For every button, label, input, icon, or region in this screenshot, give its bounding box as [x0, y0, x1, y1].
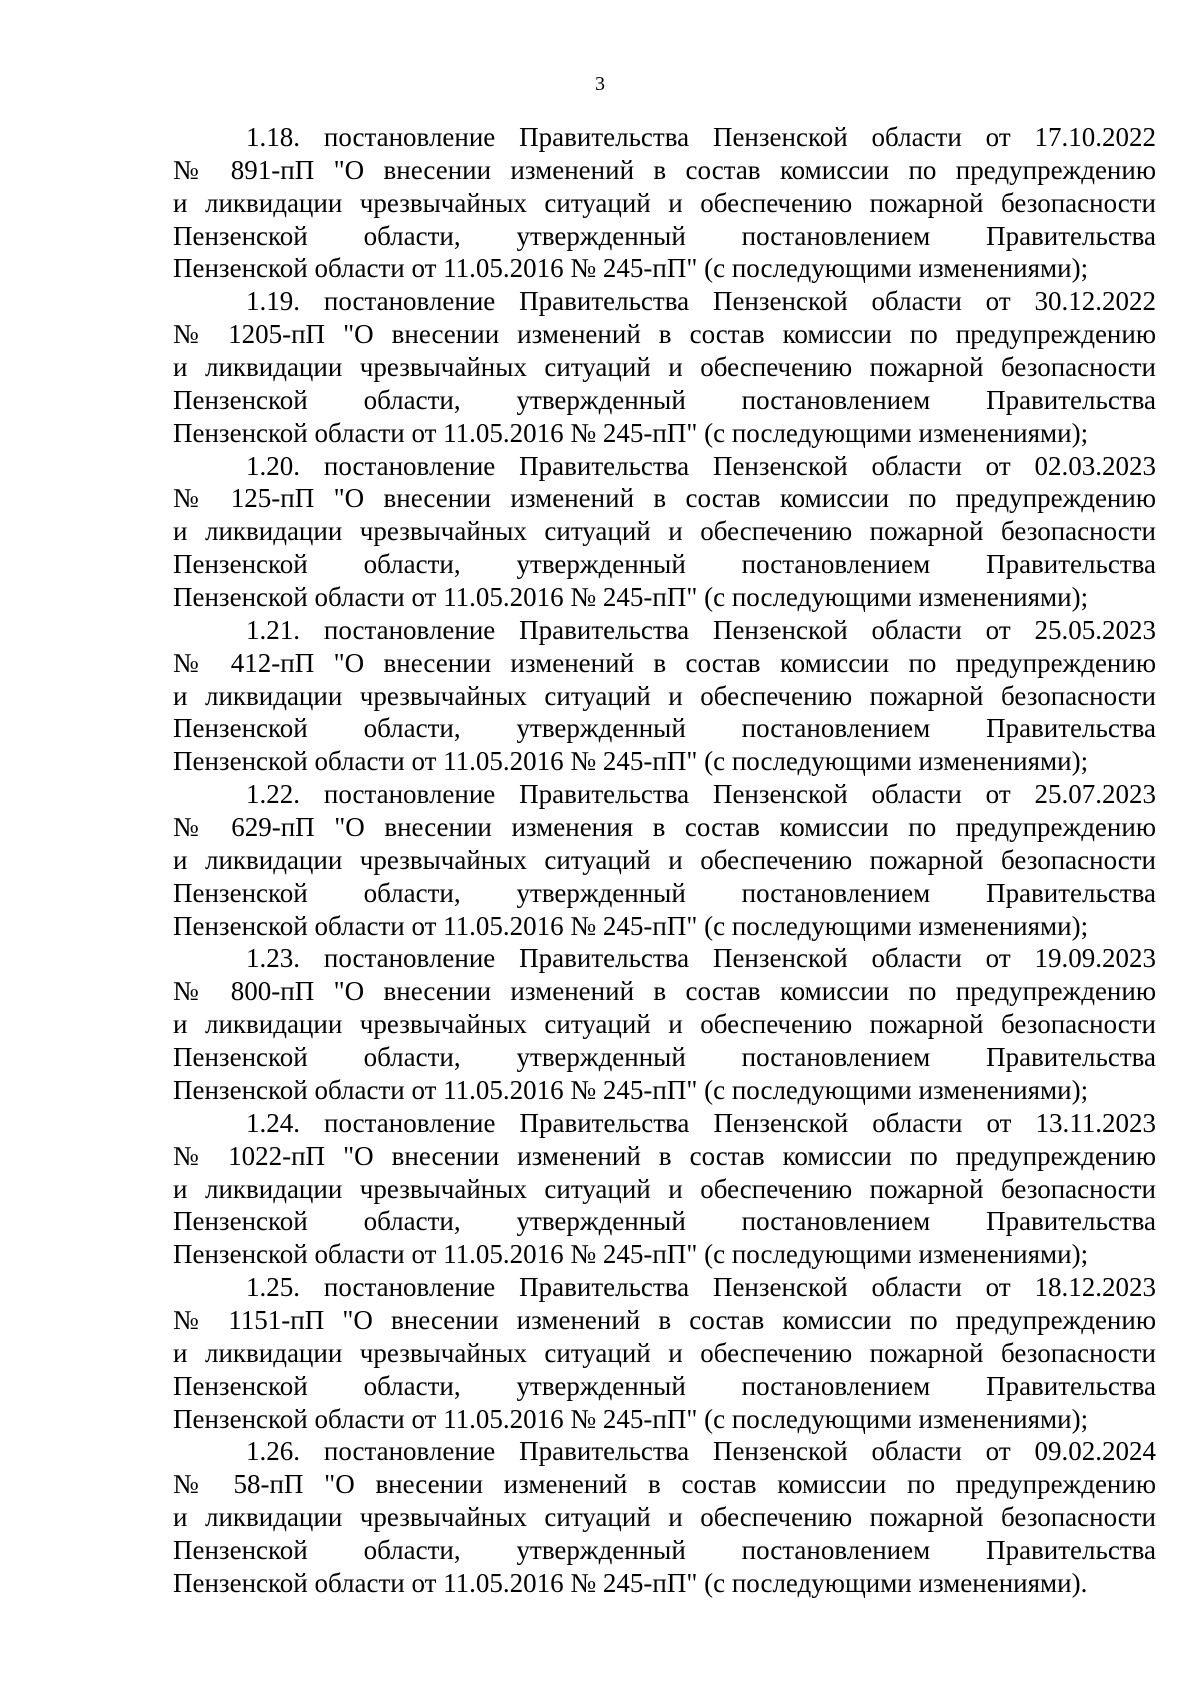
paragraph-line: Пензенской области, утвержденный постановлением Правительства — [173, 384, 1156, 415]
paragraph-line: Пензенской области от 11.05.2016 № 245-пП" (с последующими изменениями). — [173, 1567, 1088, 1598]
paragraph-line: и ликвидации чрезвычайных ситуаций и обеспечению пожарной безопасности — [173, 1337, 1156, 1368]
page-number: 3 — [595, 73, 605, 95]
paragraph-line: 1.21. постановление Правительства Пензенской области от 25.05.2023 — [246, 614, 1156, 645]
paragraph-line: № 412-пП "О внесении изменений в состав комиссии по предупреждению — [173, 647, 1156, 678]
list-item-1-18 — [173, 121, 1156, 285]
paragraph-line: 1.18. постановление Правительства Пензенской области от 17.10.2022 — [246, 122, 1156, 152]
paragraph-line: № 58-пП "О внесении изменений в состав комиссии по предупреждению — [173, 1469, 1156, 1500]
paragraph-line: 1.22. постановление Правительства Пензенской области от 25.07.2023 — [246, 779, 1156, 810]
list-item-1-22 — [173, 778, 1156, 942]
paragraph-line: и ликвидации чрезвычайных ситуаций и обеспечению пожарной безопасности — [173, 187, 1156, 218]
list-item-1-24 — [173, 1107, 1156, 1271]
paragraph-line: № 1205-пП "О внесении изменений в состав комиссии по предупреждению — [173, 319, 1156, 350]
paragraph-line: Пензенской области, утвержденный постановлением Правительства — [173, 1042, 1156, 1073]
paragraph-line: № 125-пП "О внесении изменений в состав комиссии по предупреждению — [173, 483, 1156, 514]
paragraph-line: 1.20. постановление Правительства Пензенской области от 02.03.2023 — [246, 450, 1156, 481]
paragraph-line: Пензенской области, утвержденный постановлением Правительства — [173, 1370, 1156, 1401]
paragraph-line: Пензенской области, утвержденный постановлением Правительства — [173, 220, 1156, 251]
paragraph-line: Пензенской области, утвержденный постановлением Правительства — [173, 1534, 1156, 1565]
paragraph-line: и ликвидации чрезвычайных ситуаций и обеспечению пожарной безопасности — [173, 1502, 1156, 1533]
paragraph-line: и ликвидации чрезвычайных ситуаций и обеспечению пожарной безопасности — [173, 352, 1156, 383]
list-item-1-26 — [173, 1435, 1156, 1599]
paragraph-line: № 1151-пП "О внесении изменений в состав комиссии по предупреждению — [173, 1304, 1156, 1335]
paragraph-line: Пензенской области от 11.05.2016 № 245-пП" (с последующими изменениями); — [173, 910, 1089, 941]
paragraph-line: и ликвидации чрезвычайных ситуаций и обеспечению пожарной безопасности — [173, 1173, 1156, 1204]
paragraph-line: Пензенской области от 11.05.2016 № 245-пП" (с последующими изменениями); — [173, 1403, 1089, 1434]
paragraph-line: № 800-пП "О внесении изменений в состав комиссии по предупреждению — [173, 976, 1156, 1007]
paragraph-line: и ликвидации чрезвычайных ситуаций и обеспечению пожарной безопасности — [173, 844, 1156, 875]
paragraph-line: и ликвидации чрезвычайных ситуаций и обеспечению пожарной безопасности — [173, 516, 1156, 547]
paragraph-line: Пензенской области, утвержденный постановлением Правительства — [173, 713, 1156, 744]
paragraph-line: 1.25. постановление Правительства Пензенской области от 18.12.2023 — [246, 1272, 1156, 1303]
list-item-1-19 — [173, 285, 1156, 449]
paragraph-line: 1.26. постановление Правительства Пензенской области от 09.02.2024 — [246, 1436, 1156, 1467]
paragraph-line: № 1022-пП "О внесении изменений в состав комиссии по предупреждению — [173, 1140, 1156, 1171]
paragraph-line: Пензенской области, утвержденный постановлением Правительства — [173, 1206, 1156, 1237]
paragraph-line: 1.19. постановление Правительства Пензенской области от 30.12.2022 — [246, 286, 1156, 317]
paragraph-line: Пензенской области от 11.05.2016 № 245-пП" (с последующими изменениями); — [173, 417, 1089, 448]
list-item-1-25 — [173, 1271, 1156, 1435]
list-item-1-23 — [173, 942, 1156, 1106]
paragraph-line: и ликвидации чрезвычайных ситуаций и обеспечению пожарной безопасности — [173, 1009, 1156, 1040]
list-item-1-21 — [173, 614, 1156, 778]
paragraph-line: и ликвидации чрезвычайных ситуаций и обеспечению пожарной безопасности — [173, 680, 1156, 711]
paragraph-line: Пензенской области от 11.05.2016 № 245-пП" (с последующими изменениями); — [173, 253, 1089, 284]
document-body — [173, 121, 1156, 1600]
paragraph-line: 1.24. постановление Правительства Пензенской области от 13.11.2023 — [246, 1107, 1156, 1138]
paragraph-line: Пензенской области, утвержденный постановлением Правительства — [173, 877, 1156, 908]
paragraph-line: Пензенской области от 11.05.2016 № 245-пП" (с последующими изменениями); — [173, 582, 1089, 613]
paragraph-line: 1.23. постановление Правительства Пензенской области от 19.09.2023 — [246, 943, 1156, 974]
list-item-1-20 — [173, 450, 1156, 614]
paragraph-line: Пензенской области от 11.05.2016 № 245-пП" (с последующими изменениями); — [173, 1074, 1089, 1105]
paragraph-line: Пензенской области, утвержденный постановлением Правительства — [173, 549, 1156, 580]
paragraph-line: № 629-пП "О внесении изменения в состав комиссии по предупреждению — [173, 812, 1156, 843]
paragraph-line: Пензенской области от 11.05.2016 № 245-пП" (с последующими изменениями); — [173, 746, 1089, 777]
paragraph-line: Пензенской области от 11.05.2016 № 245-пП" (с последующими изменениями); — [173, 1239, 1089, 1270]
paragraph-line: № 891-пП "О внесении изменений в состав комиссии по предупреждению — [173, 154, 1156, 185]
